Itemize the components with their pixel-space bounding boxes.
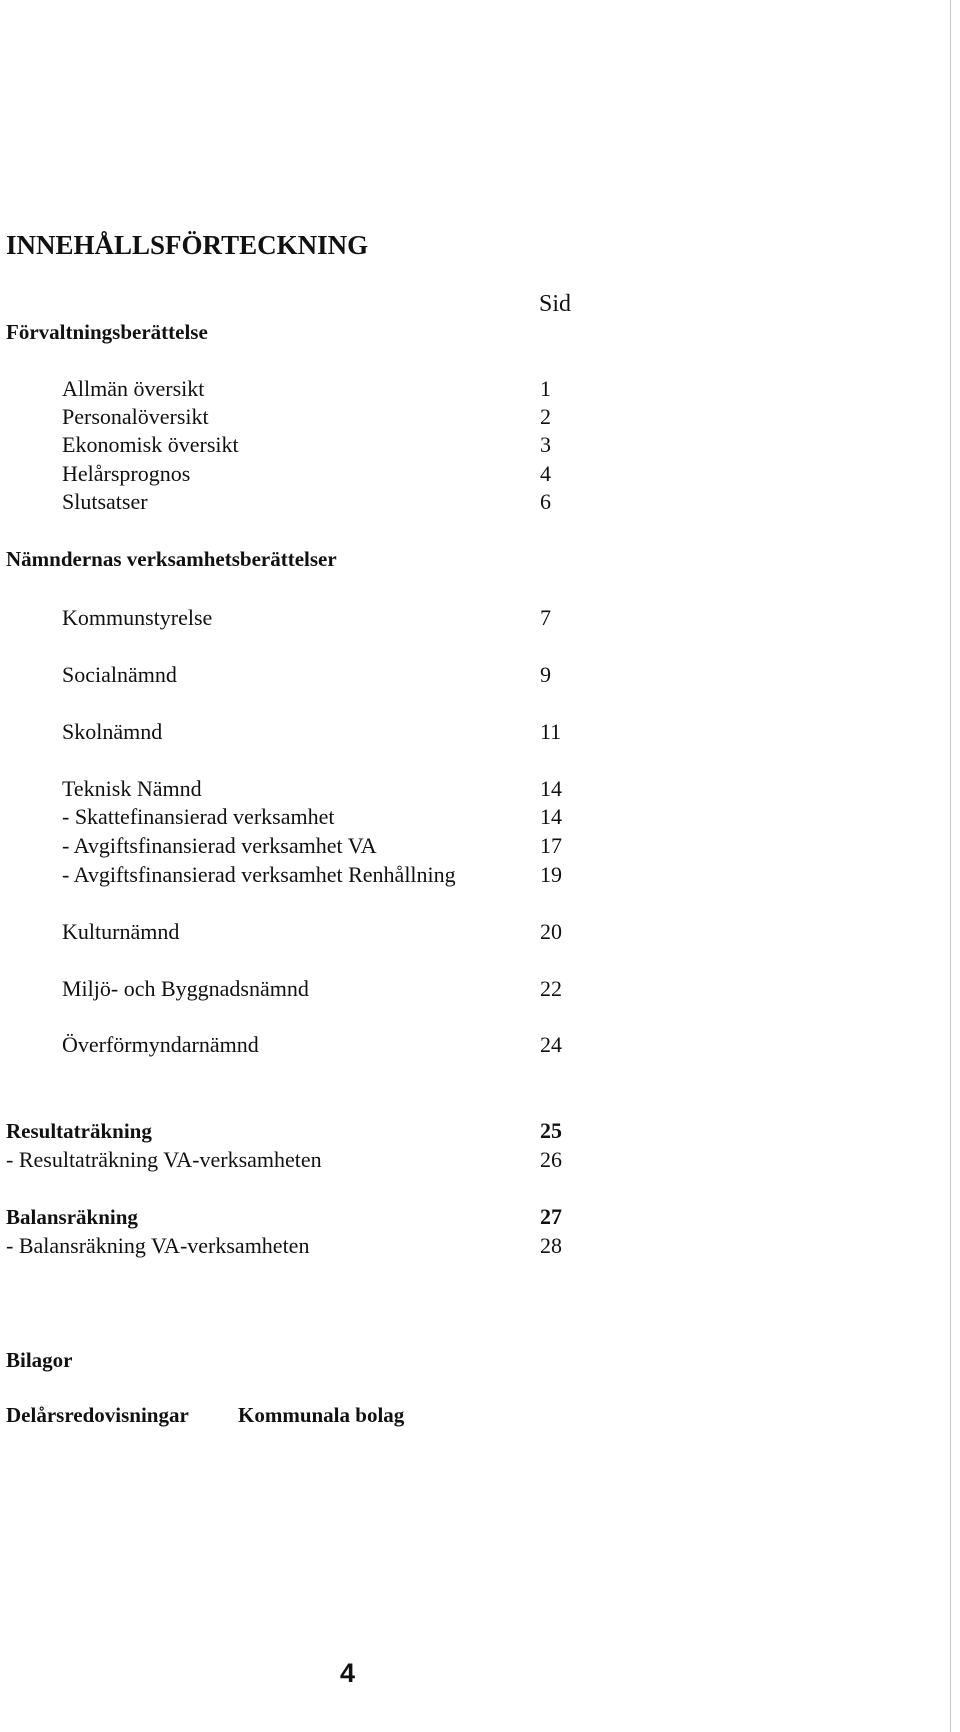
toc-entry-page: 26	[540, 1147, 562, 1172]
toc-entry-page: 9	[540, 662, 551, 687]
toc-entry-label: Allmän översikt	[62, 376, 205, 401]
toc-entry-page: 7	[540, 605, 551, 630]
toc-entry-page: 24	[540, 1032, 562, 1057]
toc-entry-page: 14	[540, 776, 562, 801]
section-heading-balans: Balansräkning	[6, 1205, 138, 1229]
toc-entry-page: 11	[540, 719, 562, 744]
section-heading-bilagor: Bilagor	[6, 1348, 73, 1372]
bilaga-kommunala-bolag: Kommunala bolag	[238, 1403, 405, 1427]
toc-subentry-label: - Balansräkning VA-verksamheten	[6, 1233, 310, 1258]
toc-entry-label: Slutsatser	[62, 489, 148, 514]
toc-subentry-label: - Avgiftsfinansierad verksamhet VA	[62, 833, 377, 858]
toc-entry-page: 14	[540, 804, 562, 829]
toc-entry-label: Teknisk Nämnd	[62, 776, 202, 801]
toc-entry-page: 3	[540, 432, 551, 457]
toc-entry-label: Ekonomisk översikt	[62, 432, 239, 457]
toc-entry-page: 6	[540, 489, 551, 514]
toc-entry-label: Kulturnämnd	[62, 919, 180, 944]
toc-entry-label: Socialnämnd	[62, 662, 177, 687]
toc-entry-label: Helårsprognos	[62, 461, 191, 486]
toc-entry-label: Överförmyndarnämnd	[62, 1032, 259, 1057]
bilaga-delarsredovisningar: Delårsredovisningar	[6, 1403, 189, 1427]
toc-entry-page: 17	[540, 833, 562, 858]
toc-title: INNEHÅLLSFÖRTECKNING	[6, 230, 369, 260]
section-heading-resultat: Resultaträkning	[6, 1119, 152, 1143]
section-heading-namnder: Nämndernas verksamhetsberättelser	[6, 547, 337, 571]
page-column-header: Sid	[539, 291, 572, 317]
toc-entry-page: 22	[540, 976, 562, 1001]
toc-entry-page: 27	[540, 1204, 562, 1229]
toc-entry-page: 20	[540, 919, 562, 944]
toc-entry-label: Miljö- och Byggnadsnämnd	[62, 976, 309, 1001]
toc-entry-label: Kommunstyrelse	[62, 605, 213, 630]
toc-entry-page: 1	[540, 376, 551, 401]
toc-entry-page: 28	[540, 1233, 562, 1258]
toc-subentry-label: - Resultaträkning VA-verksamheten	[6, 1147, 322, 1172]
toc-entry-label: Personalöversikt	[62, 404, 209, 429]
toc-entry-page: 4	[540, 461, 551, 486]
page-number: 4	[340, 1658, 356, 1688]
toc-entry-page: 25	[540, 1118, 562, 1143]
page-edge-line	[950, 0, 951, 1732]
toc-entry-label: Skolnämnd	[62, 719, 163, 744]
toc-subentry-label: - Skattefinansierad verksamhet	[62, 804, 335, 829]
toc-entry-page: 19	[540, 862, 562, 887]
toc-entry-page: 2	[540, 404, 551, 429]
toc-subentry-label: - Avgiftsfinansierad verksamhet Renhållning	[62, 862, 456, 887]
section-heading-forvaltning: Förvaltningsberättelse	[6, 320, 208, 344]
